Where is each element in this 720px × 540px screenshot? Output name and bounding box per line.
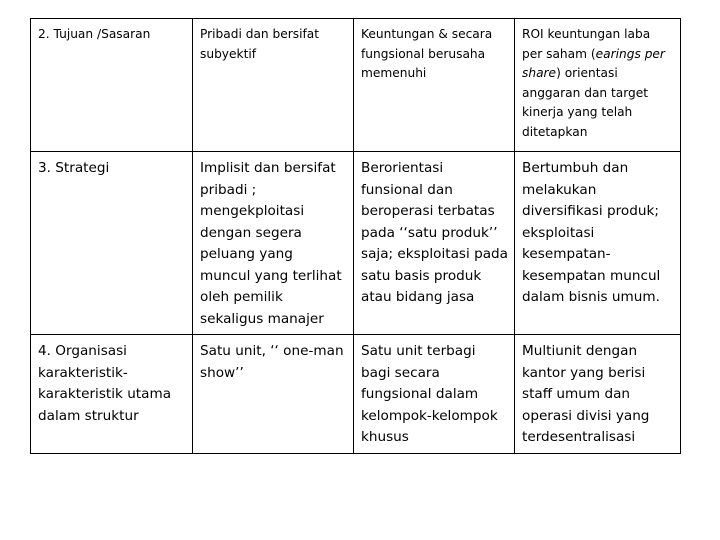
cell-text-italic: earings per share: [522, 46, 665, 80]
row-label: 2. Tujuan /Sasaran: [38, 27, 151, 41]
row-label-cell: [31, 152, 193, 335]
table-cell: [354, 19, 515, 152]
cell-text: Satu unit, ‘‘ one-man show’’: [200, 343, 344, 381]
row-label-cell: [31, 335, 193, 454]
comparison-table: [30, 18, 681, 454]
cell-text-part: ROI keuntungan laba per saham (: [522, 27, 651, 61]
row-label: 3. Strategi: [38, 160, 110, 176]
table-cell: [193, 152, 354, 335]
table-cell: [354, 335, 515, 454]
cell-text: Implisit dan bersifat pribadi ; mengekploitasi dengan segera peluang yang muncul yang terlihat oleh pemilik sekaligus manajer: [200, 160, 342, 327]
cell-text: Keuntungan & secara fungsional berusaha memenuhi: [361, 27, 493, 80]
table-row-strategi: [31, 152, 681, 335]
cell-text: Berorientasi funsional dan beroperasi terbatas pada ‘‘satu produk’’ saja; eksploitasi pada satu basis produk atau bidang jasa: [361, 160, 508, 305]
table-cell: [515, 152, 681, 335]
table-cell: [354, 152, 515, 335]
table-cell: [515, 335, 681, 454]
table-row-tujuan: [31, 19, 681, 152]
cell-text-mixed: [522, 25, 674, 142]
table-row-organisasi: [31, 335, 681, 454]
row-label-cell: [31, 19, 193, 152]
table-cell: [193, 19, 354, 152]
table-cell: [193, 335, 354, 454]
table-cell: [515, 19, 681, 152]
cell-text-part: ) orientasi anggaran dan target kinerja yang telah ditetapkan: [522, 66, 649, 139]
cell-text: Pribadi dan bersifat subyektif: [200, 27, 320, 61]
cell-text: Multiunit dengan kantor yang berisi staff umum dan operasi divisi yang terdesentralisasi: [522, 343, 650, 445]
cell-text: Satu unit terbagi bagi secara fungsional dalam kelompok-kelompok khusus: [361, 343, 498, 445]
cell-text: Bertumbuh dan melakukan diversifikasi produk; eksploitasi kesempatan-kesempatan muncul dalam bisnis umum.: [522, 160, 661, 305]
row-label: 4. Organisasi karakteristik-karakteristik utama dalam struktur: [38, 343, 172, 424]
